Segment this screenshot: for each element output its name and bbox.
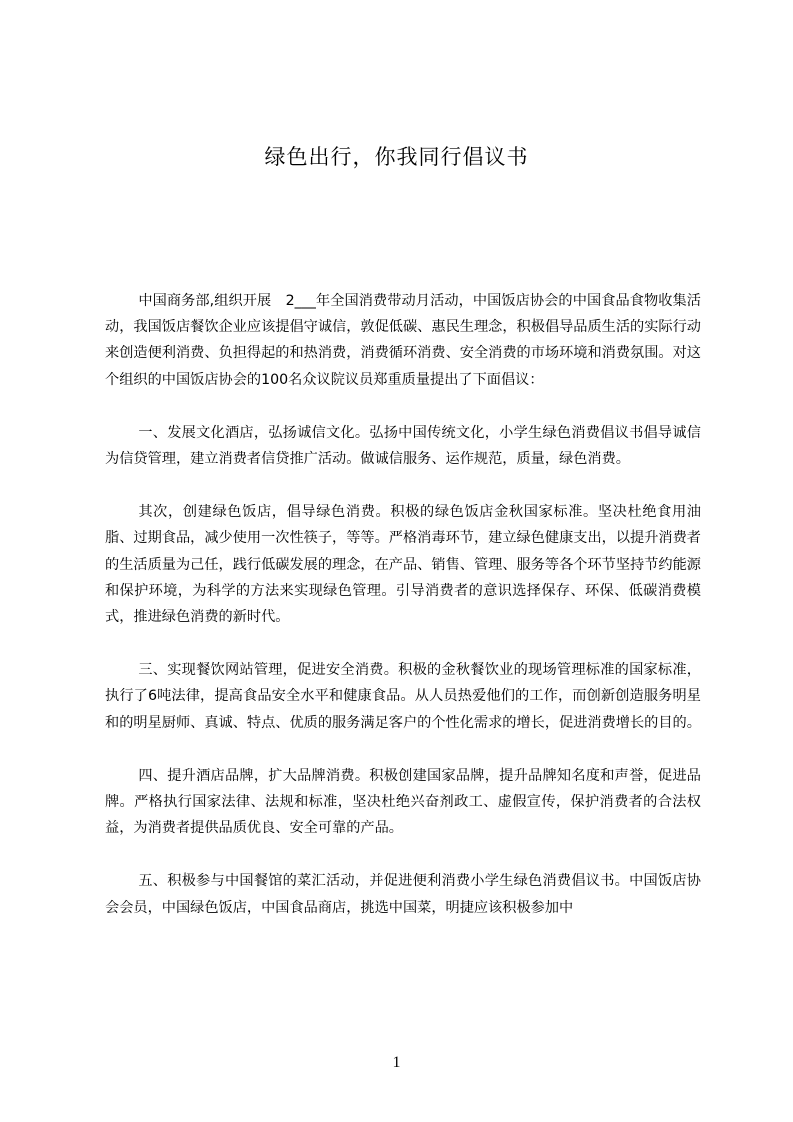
document-title: 绿色出行，你我同行倡议书	[264, 145, 529, 169]
paragraph-3: 三、实现餐饮网站管理，促进安全消费。积极的金秋餐饮业的现场管理标准的国家标准，执行了6吨法律，提高食品安全水平和健康食品。从人员热爱他们的工作，而创新创造服务明星和的明星厨师、真诚、特点、优质的服务满足客户的个性化需求的增长，促进消费增长的目的。	[105, 662, 701, 731]
document-body	[105, 288, 701, 948]
paragraph-2: 其次，创建绿色饭店，倡导绿色消费。积极的绿色饭店金秋国家标准。坚决杜绝食用油脂、过期食品，减少使用一次性筷子，等等。严格消毒环节，建立绿色健康支出，以提升消费者的生活质量为己任，践行低碳发展的理念，在产品、销售、管理、服务等各个环节坚持节约能源和保护环境，为科学的方法来实现绿色管理。引导消费者的意识选择保存、环保、低碳消费模式，推进绿色消费的新时代。	[105, 504, 701, 626]
page-number: 1	[392, 1054, 401, 1071]
paragraph-1: 一、发展文化酒店，弘扬诚信文化。弘扬中国传统文化，小学生绿色消费倡议书倡导诚信为信贷管理，建立消费者信贷推广活动。做诚信服务、运作规范，质量，绿色消费。	[105, 424, 701, 468]
paragraph-4: 四、提升酒店品牌，扩大品牌消费。积极创建国家品牌，提升品牌知名度和声誉，促进品牌。严格执行国家法律、法规和标准，坚决杜绝兴奋剂政工、虚假宣传，保护消费者的合法权益，为消费者提供品质优良、安全可靠的产品。	[105, 767, 701, 837]
paragraph-intro: 中国商务部,组织开展 2___年全国消费带动月活动，中国饭店协会的中国食品食物收集活动，我国饭店餐饮企业应该提倡守诚信，敦促低碳、惠民生理念，积极倡导品质生活的实际行动来创造便利消费、负担得起的和热消费，消费循环消费、安全消费的市场环境和消费氛围。对这个组织的中国饭店协会的100名众议院议员郑重质量提出了下面倡议：	[105, 293, 701, 388]
paragraph-5: 五、积极参与中国餐馆的菜汇活动，并促进便利消费小学生绿色消费倡议书。中国饭店协会会员，中国绿色饭店，中国食品商店，挑选中国菜，明捷应该积极参加中	[105, 873, 701, 916]
